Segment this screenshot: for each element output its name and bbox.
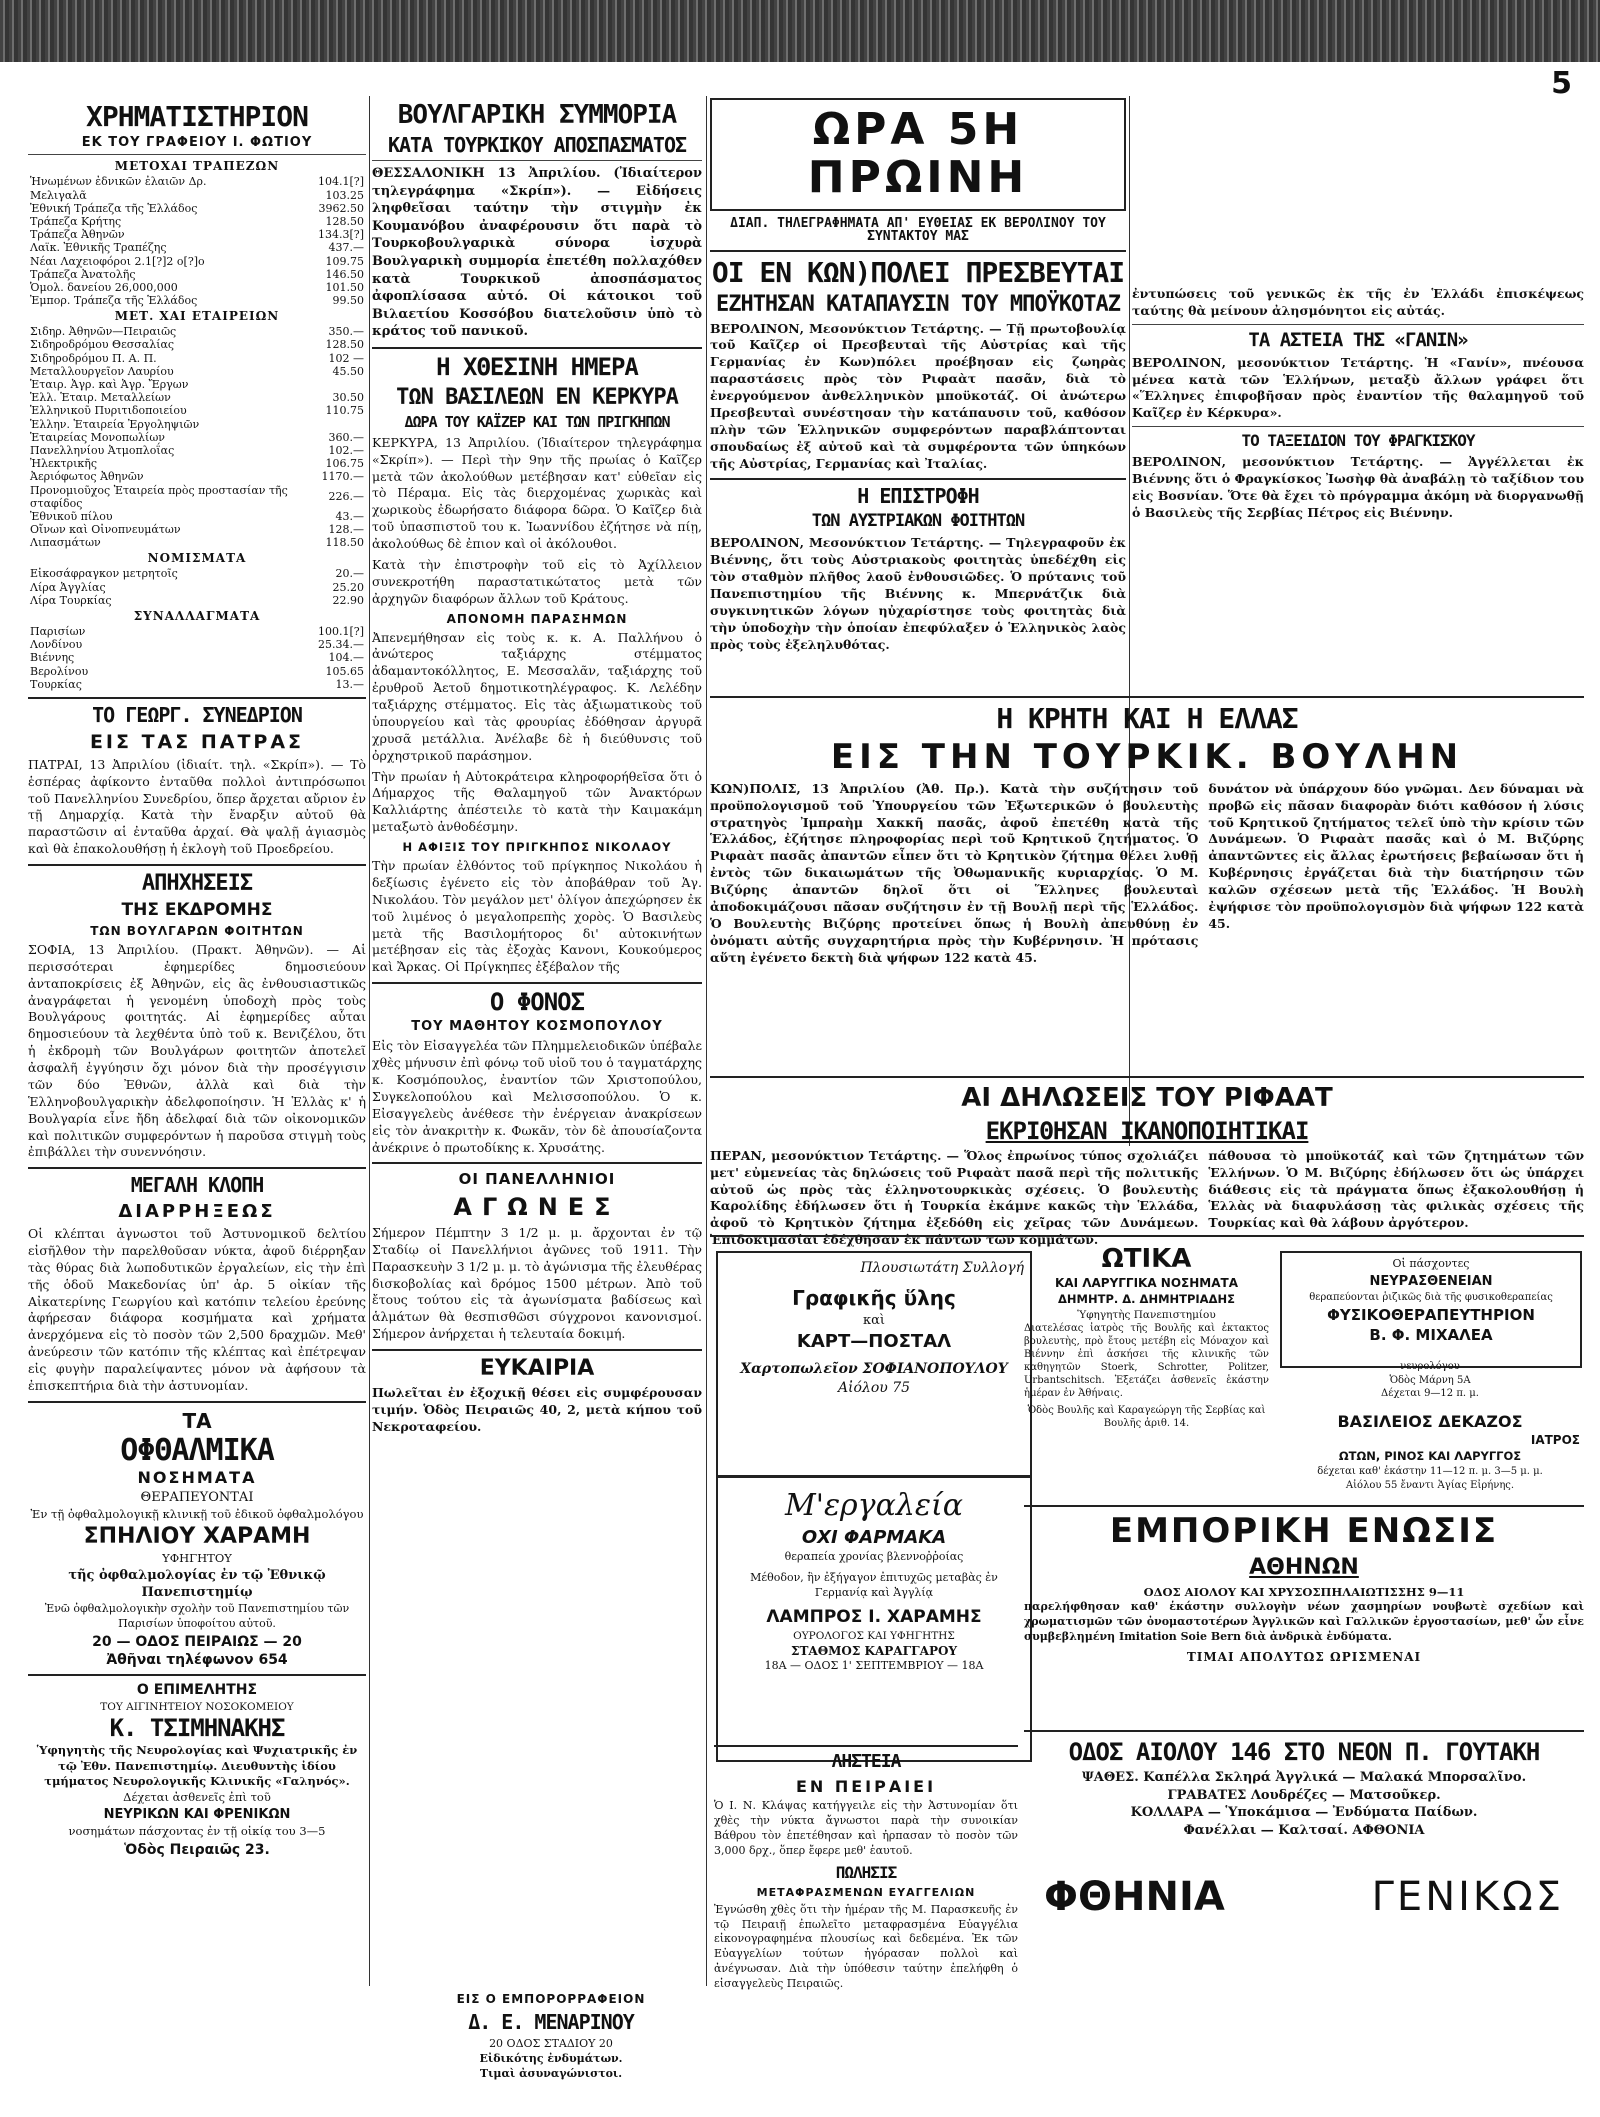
piraeus-theft-article: Ὁ Ι. Ν. Κλάψας κατήγγειλε εἰς τὴν Ἀστυνομίαν ὅτι χθὲς τὴν νύκτα ἄγνωστοι παρὰ τὴν συνοικίαν Βάθρου τὸν ἐπετέθησαν καὶ ἠρπασαν τὸ ποσὸν τῶν 3,000 δρχ., ὅπερ ἔφερε μεθ' ἑαυτοῦ. bbox=[714, 1799, 1018, 1858]
ad-line: δέχεται καθ' ἑκάστην 11—12 π. μ. 3—5 μ. μ. bbox=[1317, 1466, 1543, 1477]
divider bbox=[710, 1076, 1584, 1078]
congress-title: ΤΟ ΓΕΩΡΓ. ΣΥΝΕΔΡΙΟΝ bbox=[92, 702, 302, 727]
row-value: 134.3[?] bbox=[318, 228, 364, 242]
prince-arrival-article: Τὴν πρωίαν ἐλθόντος τοῦ πρίγκηπος Νικολάου ἡ δεξίωσις ἐγένετο εἰς τὸν ἀποβάθραν τοῦ Ἁγ. Νικολάου. Τὸν μεγάλον μετ' ὀλίγον ἀπεχώρησεν ἐκ τοῦ λιμένος ὁ μεγαλοπρεπὴς χορὸς. Ὁ Βασιλεὺς μετὰ τῆς Βασιλομήτορος δι' αὐτοκινήτων μετέβησαν εἰς τὰς ἐξοχὰς Κανονι, Κουκούμερος καὶ Ἄρκας. Οἱ Πρίγκηπες ἐξέβαλον τῆς bbox=[372, 858, 702, 975]
ad-address: Αἰόλου 55 ἔναντι Ἁγίας Εἰρήνης. bbox=[1345, 1479, 1515, 1491]
sales-subtitle: ΜΕΤΑΦΡΑΣΜΕΝΩΝ ΕΥΑΓΓΕΛΙΩΝ bbox=[756, 1885, 976, 1899]
ad-subtitle: ΚΑΡΤ—ΠΟΣΤΑΛ bbox=[796, 1331, 952, 1353]
rifaat-subtitle: ΕΚΡΙΘΗΣΑΝ ΙΚΑΝΟΠΟΙΗΤΙΚΑΙ bbox=[985, 1116, 1309, 1145]
ad-name: ΔΗΜΗΤΡ. Δ. ΔΗΜΗΤΡΙΑΔΗΣ bbox=[1058, 1291, 1235, 1306]
row-value: 146.50 bbox=[325, 267, 364, 281]
bulgarian-band-article: ΘΕΣΣΑΛΟΝΙΚΗ 13 Ἀπριλίου. (Ἰδιαίτερον τηλεγράφημα «Σκρίπ»). — Εἰδήσεις ληφθεῖσαι ταύτην τὴν στιγμὴν ἐκ Κουμανόβου ἀναφέρουσιν ὅτι παρὰ τὸ Τουρκοβουλγαρικὰ σύνορα ἰσχυρὰ Βουλγαρικὴ συμμορία ἐπετέθη πολλαχόθεν κατὰ Τουρκικοῦ ἀποσπάσματος ἀφοπλίσασα αὐτό. Οἱ κάτοικοι τοῦ Βιλαετίου Κοσσόβου διατελοῦσιν ὑπὸ τὸ κράτος τοῦ πανικοῦ. bbox=[372, 166, 702, 340]
ad-title: ΟΦΘΑΛΜΙΚΑ bbox=[120, 1432, 274, 1468]
ad-address: 20 ΟΔΟΣ ΣΤΑΔΙΟΥ 20 bbox=[489, 2037, 613, 2050]
bulgarian-band-subtitle: ΚΑΤΑ ΤΟΥΡΚΙΚΟΥ ΑΠΟΣΠΑΣΜΑΤΟΣ bbox=[387, 133, 687, 158]
row-name: Σιδηροδρόμου Θεσσαλίας bbox=[30, 338, 175, 352]
row-value: 22.90 bbox=[332, 593, 364, 607]
ad-line: Ἐνῶ ὀφθαλμολογικὴν σχολὴν τοῦ Πανεπιστημίου τῶν Παρισίων ὑποφοίτου αὐτοῦ. bbox=[44, 1601, 350, 1630]
ad-subtitle: ΚΑΙ ΛΑΡΥΓΓΙΚΑ ΝΟΣΗΜΑΤΑ bbox=[1055, 1275, 1238, 1290]
row-value: 226.— bbox=[328, 490, 364, 504]
row-name: Ἡνωμένων ἐδνικῶν ἐλαιῶν Δρ. bbox=[30, 175, 207, 189]
stationery-ad bbox=[716, 1251, 1032, 1477]
ad-hours: Δέχεται 9—12 π. μ. bbox=[1381, 1388, 1479, 1399]
ambassadors-title: ΟΙ ΕΝ ΚΩΝ)ΠΟΛΕΙ ΠΡΕΣΒΕΥΤΑΙ bbox=[711, 256, 1125, 290]
ad-title: Μ'εργαλεία bbox=[784, 1488, 964, 1523]
decorations-article: Τὴν πρωίαν ἡ Αὐτοκράτειρα κληροφορήθεῖσα ὅτι ὁ Δήμαρχος τῆς Θαλαμηγοῦ τῶν Ἀνακτόρων Καλλιάρτης ἀπέστειλε τὸ κατὰ τὴν Καιμακάμη μεταξωτὸ ἀνθοδέσμην. bbox=[372, 768, 702, 835]
row-name: Λίρα Τουρκίας bbox=[30, 593, 112, 607]
ad-subtitle: ΩΤΩΝ, ΡΙΝΟΣ ΚΑΙ ΛΑΡΥΓΓΟΣ bbox=[1338, 1449, 1522, 1463]
sales-article: Ἐγνώσθη χθὲς ὅτι τὴν ἡμέραν τῆς Μ. Παρασκευῆς ἐν τῷ Πειραιῇ ἐπωλεῖτο μεταφρασμένα Εὐαγγέλια εἰκονογραφημένα πλουσίως καὶ δεδεμένα. Ἐκ τῶν Εὐαγγελίων τούτων ἠγόρασαν πολλοὶ καὶ ἀνέγνωσαν. Διὰ τὴν ὑπόθεσιν ταύτην ἐπελήφθη ὁ εἰσαγγελεὺς Πειραιῶς. bbox=[714, 1902, 1018, 1990]
table-row bbox=[28, 202, 366, 215]
doctor-ad bbox=[28, 1682, 366, 1858]
row-value: 128.50 bbox=[325, 338, 364, 352]
ad-name: Δ. Ε. ΜΕΝΑΡΙΝΟΥ bbox=[468, 2010, 634, 2034]
eye-clinic-ad bbox=[28, 1409, 366, 1668]
echoes-article: ΣΟΦΙΑ, 13 Ἀπριλίου. (Πρακτ. Ἀθηνῶν). — Αἱ περισσότεραι ἐφημερίδες δημοσιεύουν ἀνταποκρίσεις ἐξ Ἀθηνῶν, εἰς ἃς ἐνθουσιαστικῶς ἀναγράφεται ἡ γενομένη ὑποδοχὴ πρὸς τοὺς Βουλγάρους φοιτητάς. Αἱ ἐφημερίδες αὗται δημοσιεύουν τὰ λεχθέντα ὑπὸ τοῦ κ. Βενιζέλου, ὅτι ἡ ἐκδρομὴ τῶν Βουλγάρων φοιτητῶν ἀποτελεῖ ἀσφαλῆ ἐγγύησιν ὄχι μόνον διὰ τὴν προσέγγισιν τῶν δύο Ἐθνῶν, ἀλλὰ καὶ διὰ τὴν Ἑλληνοβουλγαρικὴν ἀδελφοποίησιν. Ἡ Ἑλλὰς κ' ἡ Βουλγαρία εἶνε ἤδη ἀδελφαί διὰ τῶν οἰκονομικῶν καὶ πολιτικῶν συμφερόντων ἡ παροῦσα στιγμὴ τοὺς ἐπιβάλλει τὴν συνεννόησιν. bbox=[28, 941, 366, 1160]
theft-subtitle: ΔΙΑΡΡΗΞΕΩΣ bbox=[118, 1201, 276, 1223]
row-value: 110.75 bbox=[325, 404, 364, 418]
ad-name: ΛΑΜΠΡΟΣ Ι. ΧΑΡΑΜΗΣ bbox=[766, 1606, 982, 1627]
crete-article-continued: δυνάτον νὰ ὑπάρχουν δύο γνῶμαι. Δεν δύναμαι νὰ προβῶ εἰς πᾶσαν διαφορὰν διότι καθόσον ἡ λύσις τοῦ Κρητικοῦ ζητήματος τελεῖ ὑπὸ τὴν κρίσιν τῶν Δυνάμεων. Ὁ Ριφαὰτ πασᾶς καὶ ὁ Μ. Βιζύρης ἀπαντῶντες εἰς ἄλλας ἐρωτήσεις βεβαίωσαν ὅτι ἡ Κυβέρνησις ἐργάζεται διὰ τὴν διατήρησιν τῶν καλῶν σχέσεων μετὰ τῆς Ἑλλάδος. Ἡ Βουλὴ ἐψήφισε τὸν προϋπολογισμὸν διὰ ψήφων 122 κατὰ 45. bbox=[1208, 780, 1584, 931]
row-value bbox=[302, 418, 366, 431]
row-name: Σιδηρ. Ἀθηνῶν—Πειραιῶς bbox=[30, 325, 177, 339]
ad-title: ΝΕΥΡΑΣΘΕΝΕΙΑΝ bbox=[1369, 1273, 1493, 1289]
table-row bbox=[28, 215, 366, 228]
companies-title: ΜΕΤ. ΧΑΙ ΕΤΑΙΡΕΙΩΝ bbox=[114, 309, 280, 324]
ad-subtitle: ΑΘΗΝΩΝ bbox=[1249, 1555, 1359, 1581]
table-row bbox=[28, 470, 366, 483]
table-row bbox=[28, 523, 366, 536]
ad-line: Χαρτοπωλεῖον ΣΟΦΙΑΝΟΠΟΥΛΟΥ bbox=[740, 1361, 1008, 1378]
coins-title: ΝΟΜΙΣΜΑΤΑ bbox=[147, 551, 247, 566]
ad-address: 20 — ΟΔΟΣ ΠΕΙΡΑΙΩΣ — 20 bbox=[92, 1633, 302, 1650]
theft-title: ΜΕΓΑΛΗ ΚΛΟΠΗ bbox=[130, 1173, 264, 1198]
ad-line: Ὑφηγητὴς Πανεπιστημίου bbox=[1077, 1308, 1216, 1321]
sales-title: ΠΩΛΗΣΙΣ bbox=[835, 1862, 897, 1882]
divider bbox=[710, 696, 1584, 698]
ad-line: θεραπεία χρονίας βλεννοῤῥοίας bbox=[784, 1550, 964, 1563]
row-value: 101.50 bbox=[325, 280, 364, 294]
table-row bbox=[28, 338, 366, 351]
fx-title: ΣΥΝΑΛΛΑΓΜΑΤΑ bbox=[133, 609, 261, 624]
footer-row bbox=[28, 1990, 1584, 2082]
echoes-title: ΑΠΗΧΗΣΕΙΣ bbox=[141, 871, 253, 897]
ad-line: θεραπεύονται ῥιζικῶς διὰ τῆς φυσικοθεραπείας bbox=[1309, 1291, 1553, 1303]
ad-line: ΟΥΡΟΛΟΓΟΣ ΚΑΙ ΥΦΗΓΗΤΗΣ bbox=[793, 1629, 955, 1642]
ad-address: Αἰόλου 75 bbox=[837, 1380, 911, 1397]
ad-address: ΟΔΟΣ ΑΙΟΛΟΥ ΚΑΙ ΧΡΥΣΟΣΠΗΛΑΙΩΤΙΣΣΗΣ 9—11 bbox=[1143, 1584, 1465, 1599]
ad-line: Δέχεται ἀσθενεῖς ἐπὶ τοῦ bbox=[123, 1789, 271, 1804]
theft-article: Οἱ κλέπται ἀγνωστοι τοῦ Ἀστυνομικοῦ δελτίου εἰσῆλθον τὴν παρελθοῦσαν νύκτα, ἀφοῦ διέρρηξαν τὰς θύρας διὰ λωποδυτικῶν ἐργαλείων, εἰς τὴν ἐπὶ τῆς ὁδοῦ Μακεδονίας ὑπ' ἀρ. 5 οἰκίαν τῆς Αἰκατερίνης Γεωργίου καὶ κατόπιν τελείου ἐρεύνης ἀφήρεσαν διάφορα κοσμήματα καὶ χρήματα ἀνερχόμενα εἰς τὸ ποσὸν τῶν 2,500 δραχμῶν. Μεθ' ἀνεύρεσιν τῶν κατόπιν τῆς κλέπτας καὶ ἐπέτρεψαν εἰς φυγὴν παραλείψαντες μόνον νὰ ἀφήσουν τὰ ἐπισκεπτήρια διὰ τὴν ἀστυνομίαν. bbox=[28, 1226, 366, 1393]
divider bbox=[1132, 426, 1584, 427]
ganin-article: ΒΕΡΟΛΙΝΟΝ, μεσονύκτιον Τετάρτης. Ἡ «Γανίν», πνέουσα μένεα κατὰ τῶν Ἑλλήνων, μεταξὺ ἄλλων γράφει ὅτι «Ἕλληνες ἐπιφοβῆσαν πρὸς ἐναντίον τῆς θαλαμηγοῦ τοῦ Καῖζερ ἐν Κέρκυρα». bbox=[1132, 354, 1584, 421]
impressions-text: ἐντυπώσεις τοῦ γενικῶς ἐκ τῆς ἐν Ἑλλάδι ἐπισκέψεως ταύτης θὰ μείνουν ἀλησμόνητοι εἰς αὐτάς. bbox=[1132, 286, 1584, 318]
row-name: Ἠλεκτρικῆς bbox=[30, 457, 98, 471]
column-rule bbox=[369, 96, 370, 1986]
row-name: Τράπεζα Κρήτης bbox=[30, 214, 122, 228]
row-value: 128.50 bbox=[325, 214, 364, 228]
row-name: Νέαι Λαχειοφόροι 2.1[?]2 ο[?]ο bbox=[30, 254, 205, 268]
row-value: 25.34.— bbox=[318, 638, 364, 652]
crete-story bbox=[710, 690, 1584, 1060]
banks-table bbox=[28, 175, 366, 307]
ad-line: ΘΕΡΑΠΕΥΟΝΤΑΙ bbox=[140, 1490, 254, 1506]
ad-title: Ο ΕΠΙΜΕΛΗΤΗΣ bbox=[136, 1681, 258, 1698]
table-row bbox=[28, 444, 366, 457]
ad-line: ΤΟΥ ΑΙΓΙΝΗΤΕΙΟΥ ΝΟΣΟΚΟΜΕΙΟΥ bbox=[100, 1700, 294, 1713]
congress-article: ΠΑΤΡΑΙ, 13 Ἀπριλίου (ἰδιαίτ. τηλ. «Σκρίπ»). — Τὸ ἑσπέρας ἀφίκοντο ἐνταῦθα πολλοὶ ἀντιπρόσωποι τοῦ Πανελληνίου Συνεδρίου, ὅπερ ἄρχεται αὔριον ἐν τῇ Δημαρχίᾳ. Κατὰ τὴν ἔναρξιν αὐτοῦ θὰ παραστῶσιν αἱ ἐνταῦθα ἀρχαί. Θὰ ψαλῇ ἁγιασμὸς καὶ θὰ ἐπακολουθήσῃ ἡ ἐκλογὴ τοῦ Προεδρείου. bbox=[28, 756, 366, 857]
table-row bbox=[28, 536, 366, 549]
ad-big-word: ΓΕΝΙΚΩΣ bbox=[1371, 1874, 1564, 1921]
column-4 bbox=[1132, 96, 1584, 546]
row-name: Πανελληνίου Ἀτμοπλοΐας bbox=[30, 443, 175, 457]
row-name: Λιπασμάτων bbox=[30, 536, 101, 550]
ad-subtitle: ΟΧΙ ΦΑΡΜΑΚΑ bbox=[801, 1527, 947, 1548]
table-row bbox=[28, 665, 366, 678]
row-value: 106.75 bbox=[325, 457, 364, 471]
ad-name: ΦΥΣΙΚΟΘΕΡΑΠΕΥΤΗΡΙΟΝ bbox=[1327, 1306, 1535, 1325]
games-article: Σήμερον Πέμπτην 3 1/2 μ. μ. ἄρχονται ἐν τῷ Σταδίῳ οἱ Πανελλήνιοι ἀγῶνες τοῦ 1911. Τὴν Παρασκευὴν 3 1/2 μ. μ. τὸ ἀγώνισμα τῆς ἐλευθέρας δισκοβολίας καὶ δρόμος 1500 μέτρων. Ἀπὸ τοῦ ἔτους τούτου εἰς τὰ ἀγωνίσματα βαδίσεως καὶ ἁλμάτων θὰ θεσπισθῶσι σύγχρονοι κανονισμοί. Σήμερον ἀνήρχεται ἡ τελευταία δοκιμή. bbox=[372, 1224, 702, 1342]
table-row bbox=[28, 175, 366, 188]
rifaat-columns bbox=[710, 1148, 1584, 1253]
students-title: Η ΕΠΙΣΤΡΟΦΗ bbox=[857, 484, 979, 509]
row-value: 109.75 bbox=[325, 254, 364, 268]
rifaat-title: ΑΙ ΔΗΛΩΣΕΙΣ ΤΟΥ ΡΙΦΑΑΤ bbox=[961, 1083, 1333, 1113]
ad-line: Τιμαὶ ἀσυναγώνιστοι. bbox=[479, 2066, 623, 2080]
row-value: 350.— bbox=[328, 325, 364, 339]
table-row bbox=[28, 484, 366, 510]
column-rule bbox=[706, 96, 707, 1986]
franz-article: ΒΕΡΟΛΙΝΟΝ, μεσονύκτιον Τετάρτης. — Ἀγγέλλεται ἐκ Βιέννης ὅτι ὁ Φραγκίσκος Ἰωσὴφ θὰ ἀναβάλῃ τὸ ταξίδιον του εἰς Βοσνίαν. Ὅτε θὰ ἔχει τὸ πρόγραμμα ἀκόμη νὰ διοργανωθῇ ὁ Βασιλεὺς τῆς Σερβίας Πέτρος εἰς Βιέννην. bbox=[1132, 453, 1584, 520]
table-row bbox=[28, 678, 366, 691]
divider bbox=[710, 1235, 1584, 1237]
divider bbox=[372, 347, 702, 349]
row-name: Ἐμπορ. Τράπεζα τῆς Ἑλλάδος bbox=[30, 294, 198, 308]
bulgarian-band-title: ΒΟΥΛΓΑΡΙΚΗ ΣΥΜΜΟΡΙΑ bbox=[397, 100, 677, 130]
row-name: Σιδηροδρόμου Π. Α. Π. bbox=[30, 351, 157, 365]
ad-line: ΓΡΑΒΑΤΕΣ Λουδρέζες — Ματσοῦκερ. bbox=[1167, 1787, 1441, 1803]
row-name: Οἴνων καὶ Οἰνοπνευμάτων bbox=[30, 523, 181, 537]
ad-name: ΒΑΣΙΛΕΙΟΣ ΔΕΚΑΖΟΣ bbox=[1337, 1412, 1523, 1431]
row-value: 437.— bbox=[328, 241, 364, 255]
row-name: Λίρα Ἀγγλίας bbox=[30, 580, 106, 594]
corfu-subtitle-2: ΔΩΡΑ ΤΟΥ ΚΑΪΖΕΡ ΚΑΙ ΤΩΝ ΠΡΙΓΚΗΠΩΝ bbox=[404, 413, 670, 432]
opportunity-article: Πωλεῖται ἐν ἐξοχικῇ θέσει εἰς συμφέρουσαν τιμήν. Ὁδὸς Πειραιῶς 40, 2, μετὰ κήπου τοῦ Νεκροταφείου. bbox=[372, 1385, 702, 1434]
divider bbox=[28, 1674, 366, 1676]
ad-title: ΟΔΟΣ ΑΙΟΛΟΥ 146 ΣΤΟ ΝΕΟΝ Π. ΓΟΥΤΑΚΗ bbox=[1068, 1738, 1540, 1766]
divider bbox=[28, 1167, 366, 1169]
row-name: Λαϊκ. Ἐθνικῆς Τραπέζης bbox=[30, 241, 167, 255]
ad-big-word: ΦΘΗΝΙΑ bbox=[1044, 1874, 1225, 1921]
ad-title: ΙΑΤΡΟΣ bbox=[1530, 1433, 1580, 1447]
corfu-article: Κατὰ τὴν ἐπιστροφὴν τοῦ εἰς τὸ Ἀχίλλειον συνεκροτήθη παραστατικώτατος μετὰ τῶν ἀρχηγῶν διαφόρων ἄλλων τοῦ Κράτους. bbox=[372, 556, 702, 606]
students-subtitle: ΤΩΝ ΑΥΣΤΡΙΑΚΩΝ ΦΟΙΤΗΤΩΝ bbox=[811, 511, 1025, 532]
table-row bbox=[28, 404, 366, 417]
ad-line: Φανέλλαι — Καλτσαί. ΑΦΘΟΝΙΑ bbox=[1183, 1822, 1425, 1838]
rifaat-article: ΠΕΡΑΝ, μεσονύκτιον Τετάρτης. — Ὅλος ἐπρωίνος τύπος σχολιάζει μετ' εὐμενείας τὰς δηλώσεις τοῦ Ριφαὰτ πασᾶ περὶ τῆς πολιτικῆς αὐτοῦ ὡς πρὸς τὰς ἑλληνοτουρκικὰς σχέσεις. Ὁ βουλευτὴς Καρολίδης ἐδήλωσεν ὅτι ἡ Τουρκία ἐκάμνε κακῶς τὴν Ἑλλάδα, ἀφοῦ τὸ Κρητικὸν ζήτημα ἐξεδόθη εἰς χεῖρας τῶν Δυνάμεων. Ἐπιδοκιμασίαι ἐδέχθησαν ἐκ πάντων τῶν κομμάτων. bbox=[710, 1147, 1199, 1248]
banner-subtitle: ΔΙΑΠ. ΤΗΛΕΓΡΑΦΗΜΑΤΑ ΑΠ' ΕΥΘΕΙΑΣ ΕΚ ΒΕΡΟΛΙΝΟΥ ΤΟΥ ΣΥΝΤΑΚΤΟΥ ΜΑΣ bbox=[730, 215, 1106, 245]
ent-ad bbox=[1024, 1245, 1269, 1430]
games-subtitle: ΑΓΩΝΕΣ bbox=[453, 1193, 621, 1222]
ad-line: ΥΦΗΓΗΤΟΥ bbox=[162, 1551, 232, 1566]
table-row bbox=[28, 391, 366, 404]
row-value: 13.— bbox=[335, 677, 364, 691]
row-name: Λονδίνου bbox=[30, 638, 83, 652]
banner-box bbox=[710, 98, 1126, 211]
ad-line: Διατελέσας ἰατρὸς τῆς Βουλῆς καὶ ἐκτακτος βουλευτὴς, πρὸ ἔτους μετέβη εἰς Μόναχον καὶ Βιέννην ἐπὶ ἀσκήσει τῆς κλινικῆς τῶν καθηγητῶν Stoerk, Schrotter, Politzer, Urbantschitsch. Ἐξετάζει ἀσθενεῖς ἑκάστην ἡμέραν ἐν Ἀθήναις. bbox=[1024, 1322, 1269, 1399]
row-value: 103.25 bbox=[325, 188, 364, 202]
crete-article: ΚΩΝ)ΠΟΛΙΣ, 13 Ἀπριλίου (Ἀθ. Πρ.). Κατὰ τὴν συζήτησιν τοῦ προϋπολογισμοῦ τοῦ Ὑπουργείου τῶν Ἐξωτερικῶν ὁ βουλευτὴς στρατηγὸς Ἰμπραὴμ Χακκῆ πασᾶς, ἀφοῦ ἐπετέθη κατὰ τῆς Ἑλλάδος, ἐζήτησε πληροφορίας περὶ τοῦ Κρητικοῦ ζητήματος. Ὁ Ριφαὰτ πασᾶς ἀπαντῶν εἶπεν ὅτι τὸ Κρητικὸν ζήτημα θέλει λυθῇ ἐντὸς τῶν δικαιωμάτων τῆς Ὀθωμανικῆς κυριαρχίας. Ὁ Μ. Βιζύρης ἀπαντῶν δηλοῖ ὅτι οἱ Ἕλληνες βουλευταὶ ἀποδοκιμάζουσι πᾶσαν συζήτησιν ἐν τῇ Βουλῇ περὶ τῆς Ἑλλάδος. Ὁ Βουλευτὴς Βιζύρης προτείνει ὅπως ἡ Βουλὴ ἀπευθύνῃ ἐν ὀνόματι αὐτῆς συγχαρητήρια πρὸς τὴν Κυβέρνησιν. Ἡ πρότασις αὕτη ἐγένετο δεκτὴ διὰ ψήφων 122 κατὰ 45. bbox=[710, 780, 1199, 965]
banner-spacer bbox=[1132, 96, 1584, 286]
ambassadors-article: ΒΕΡΟΛΙΝΟΝ, Μεσονύκτιον Τετάρτης. — Τῇ πρωτοβουλίᾳ τοῦ Καῖζερ οἱ Πρεσβευταὶ τῆς Αὐστρίας καὶ τῆς Γερμανίας ἐν Κων)πόλει προέβησαν εἰς ζωηρὰς παραστάσεις πρὸς τὸν Ριφαὰτ πασᾶν, διὰ τὸ ἐνεργούμενον ἀνθελληνικὸν μποϋκοτάζ. Οἱ ἀνώτερω Πρεσβευταὶ συνέστησαν τὴν κατάπαυσιν τοῦ, καθόσον πλὴν τῶν Ἑλληνικῶν συμφερόντων παραβλάπτονται σπουδαίως ἐξ αὐτοῦ καὶ τὰ συμφέροντα τῶν ὑπηκόων τῆς Αὐστρίας, Γερμανίας καὶ Ἰταλίας. bbox=[710, 320, 1126, 471]
decorations-article: Ἀπενεμήθησαν εἰς τοὺς κ. κ. Α. Παλλήνου ὁ ἀνώτερος ταξιάρχης στέμματος ἀδαμαντοκόλλητος, Ε. Μεσσαλᾶν, ταξιάρχης τοῦ ἐρυθροῦ Ἀετοῦ δημοτικοτηλέγραφος. Κ. Λελέδην ταξιάρχης στέμματος. Εἰς τὰς ἀξιωματικοὺς τοῦ ὑπουργείου καὶ τὰς φρουρίας ἐδόθησαν ἀργυρᾶ χρυσᾶ μετάλλια. Ἀνέλαβε δὲ ἡ διεύθυνσις τοῦ ὀρχηστρικοῦ παράσημον. bbox=[372, 629, 702, 763]
ad-address: Ὁδὸς Βουλῆς καὶ Καραγεώργη τῆς Σερβίας καὶ Βουλῆς ἀριθ. 14. bbox=[1027, 1404, 1266, 1430]
ad-line: Εἰδικότης ἐνδυμάτων. bbox=[479, 2051, 623, 2065]
row-value: 30.50 bbox=[332, 391, 364, 405]
row-name: Μελιγαλᾶ bbox=[30, 188, 87, 202]
footer-area bbox=[28, 1990, 1584, 2090]
divider bbox=[28, 154, 366, 155]
row-name: Εἰκοσάφραγκον μετρητοῖς bbox=[30, 567, 178, 581]
neurasthenia-ad-details bbox=[1280, 1360, 1580, 1405]
echoes-subtitle-2: ΤΩΝ ΒΟΥΛΓΑΡΩΝ ΦΟΙΤΗΤΩΝ bbox=[90, 923, 304, 938]
ad-line: καὶ bbox=[862, 1312, 885, 1328]
row-value: 20.— bbox=[335, 567, 364, 581]
murder-title: Ο ΦΟΝΟΣ bbox=[489, 988, 585, 1017]
ganin-title: ΤΑ ΑΣΤΕΙΑ ΤΗΣ «ΓΑΝΙΝ» bbox=[1248, 328, 1468, 351]
franz-title: ΤΟ ΤΑΞΕΙΔΙΟΝ ΤΟΥ ΦΡΑΓΚΙΣΚΟΥ bbox=[1241, 431, 1475, 451]
fx-table bbox=[28, 625, 366, 691]
divider bbox=[372, 160, 702, 161]
bourse-subtitle: ΕΚ ΤΟΥ ΓΡΑΦΕΙΟΥ Ι. ΦΩΤΙΟΥ bbox=[81, 135, 313, 151]
ad-name-2: Β. Φ. ΜΙΧΑΛΕΑ bbox=[1369, 1326, 1493, 1345]
table-row bbox=[28, 294, 366, 307]
row-name: Ὁμολ. δανείου 26,000,000 bbox=[30, 280, 178, 294]
ad-line: Πλουσιωτάτη Συλλογή bbox=[860, 1260, 1024, 1276]
row-name: Ἐθνική Τράπεζα τῆς Ἑλλάδος bbox=[30, 201, 198, 215]
ad-title: ΩΤΙΚΑ bbox=[1101, 1244, 1192, 1274]
divider bbox=[28, 864, 366, 866]
ad-line: ΨΑΘΕΣ. Καπέλλα Σκληρά Ἀγγλικά — Μαλακά Μπορσαλῖνο. bbox=[1081, 1770, 1527, 1786]
row-value: 43.— bbox=[335, 509, 364, 523]
row-value: 102.— bbox=[328, 443, 364, 457]
goutakis-ad bbox=[1024, 1730, 1584, 1992]
ad-line: ΝΕΥΡΙΚΩΝ ΚΑΙ ΦΡΕΝΙΚΩΝ bbox=[103, 1807, 291, 1823]
table-row bbox=[28, 281, 366, 294]
ad-name: ΣΠΗΛΙΟΥ ΧΑΡΑΜΗ bbox=[83, 1524, 311, 1550]
row-name: Τράπεζα Ἀνατολῆς bbox=[30, 267, 136, 281]
prince-arrival-heading: Η ΑΦΙΞΙΣ ΤΟΥ ΠΡΙΓΚΗΠΟΣ ΝΙΚΟΛΑΟΥ bbox=[402, 840, 672, 855]
divider bbox=[372, 1349, 702, 1351]
rifaat-article-continued: πάθουσα τὸ μποϋκοτάζ καὶ τῶν ζητημάτων τῶν Ἑλλήνων. Ὁ Μ. Βιζύρης ἐδήλωσεν ὅτι ὡς ὑπάρχει διάθεσις εἰς τὰ πράγματα ὅπως ἐξακολουθήσῃ ἡ Ἑλλὰς νὰ διαφυλάσσῃ τὰς φιλικὰς σχέσεις τῆς Τουρκίας καὶ θὰ λάβουν ἀργότερον. bbox=[1208, 1147, 1584, 1231]
banner-title: ΩΡΑ 5Η ΠΡΩΙΝΗ bbox=[807, 104, 1029, 204]
table-row bbox=[28, 457, 366, 470]
table-row bbox=[28, 255, 366, 268]
row-value: 102 — bbox=[328, 351, 364, 365]
crete-columns bbox=[710, 781, 1584, 971]
table-row bbox=[28, 365, 366, 378]
row-value: 118.50 bbox=[325, 536, 364, 550]
row-name: Ἑλληνικοῦ Πυριτιδοποιείου bbox=[30, 404, 187, 418]
table-row bbox=[28, 651, 366, 664]
table-row bbox=[28, 228, 366, 241]
ad-address: Ὁδὸς Μάρνη 5Α bbox=[1389, 1374, 1471, 1386]
echoes-subtitle: ΤΗΣ ΕΚΔΡΟΜΗΣ bbox=[121, 900, 273, 921]
row-name: Ἑλλ. Ἑταιρ. Μεταλλείων bbox=[30, 391, 171, 405]
table-row bbox=[28, 241, 366, 254]
ambassadors-subtitle: ΕΖΗΤΗΣΑΝ ΚΑΤΑΠΑΥΣΙΝ ΤΟΥ ΜΠΟΫΚΟΤΑΖ bbox=[715, 292, 1121, 318]
row-name: Τουρκίας bbox=[30, 677, 82, 691]
ad-name: Κ. ΤΣΙΜΗΝΑΚΗΣ bbox=[109, 1713, 285, 1742]
ad-line: ΤΙΜΑΙ ΑΠΟΛΥΤΩΣ ΩΡΙΣΜΕΝΑΙ bbox=[1186, 1649, 1422, 1664]
table-row bbox=[28, 325, 366, 338]
table-row bbox=[28, 594, 366, 607]
row-name: Ἑλλην. Ἑταιρεία Ἐργοληψιῶν bbox=[30, 417, 200, 431]
divider bbox=[710, 478, 1126, 480]
opportunity-title: ΕΥΚΑΙΡΙΑ bbox=[479, 1356, 595, 1381]
row-value: 45.50 bbox=[332, 364, 364, 378]
neurasthenia-ad bbox=[1280, 1251, 1582, 1368]
row-value: 104.— bbox=[328, 651, 364, 665]
coins-table bbox=[28, 567, 366, 607]
table-row bbox=[28, 625, 366, 638]
crete-subtitle: ΕΙΣ ΤΗΝ ΤΟΥΡΚΙΚ. ΒΟΥΛΗΝ bbox=[830, 737, 1464, 778]
row-value bbox=[302, 378, 366, 391]
row-value: 128.— bbox=[328, 523, 364, 537]
ad-title: ΕΙΣ Ο ΕΜΠΟΡΟΡΡΑΦΕΙΟΝ bbox=[456, 1992, 646, 2006]
trade-ad bbox=[386, 1990, 716, 2082]
divider bbox=[28, 697, 366, 699]
column-2 bbox=[372, 96, 702, 1986]
row-name: Βερολίνου bbox=[30, 664, 89, 678]
page-number: 5 bbox=[1551, 66, 1572, 101]
row-name: Ἑταιρείας Μονοπωλίων bbox=[30, 430, 165, 444]
games-title: ΟΙ ΠΑΝΕΛΛΗΝΙΟΙ bbox=[458, 1170, 616, 1189]
row-name: Ἑταιρ. Ἀγρ. καὶ Ἀγρ. Ἔργων bbox=[30, 378, 189, 392]
bourse-title: ΧΡΗΜΑΤΙΣΤΗΡΙΟΝ bbox=[85, 100, 308, 133]
divider bbox=[28, 1401, 366, 1403]
table-row bbox=[28, 581, 366, 594]
ad-line: Μέθοδον, ἣν ἐξήγαγον ἐπιτυχῶς μεταβὰς ἐν Γερμανίᾳ καὶ Ἀγγλίᾳ bbox=[750, 1570, 998, 1599]
ad-subtitle: ΝΟΣΗΜΑΤΑ bbox=[137, 1468, 257, 1488]
table-row bbox=[28, 431, 366, 444]
piraeus-stories bbox=[714, 1745, 1018, 1990]
row-name: Ἐθνικοῦ πίλου bbox=[30, 509, 113, 523]
ad-address: Ὁδὸς Πειραιῶς 23. bbox=[124, 1841, 270, 1858]
table-row bbox=[28, 418, 366, 431]
row-value: 99.50 bbox=[332, 294, 364, 308]
ad-line: ΤΑ bbox=[182, 1408, 212, 1433]
decorations-heading: ΑΠΟΝΟΜΗ ΠΑΡΑΣΗΜΩΝ bbox=[446, 611, 628, 626]
ad-line: ΚΟΛΛΑΡΑ — Ὑποκάμισα — Ἐνδύματα Παίδων. bbox=[1130, 1805, 1478, 1821]
divider bbox=[372, 1162, 702, 1164]
row-name: Μεταλλουργεῖον Λαυρίου bbox=[30, 364, 174, 378]
corfu-subtitle: ΤΩΝ ΒΑΣΙΛΕΩΝ ΕΝ ΚΕΡΚΥΡΑ bbox=[396, 384, 678, 410]
row-value: 100.1[?] bbox=[318, 625, 364, 639]
table-row bbox=[28, 352, 366, 365]
ad-line: ΣΤΑΘΜΟΣ ΚΑΡΑΓΓΑΡΟΥ bbox=[790, 1643, 958, 1658]
rifaat-story bbox=[710, 1070, 1584, 1248]
corfu-title: Η ΧΘΕΣΙΝΗ ΗΜΕΡΑ bbox=[436, 352, 638, 381]
table-row bbox=[28, 510, 366, 523]
row-value: 3962.50 bbox=[318, 201, 364, 215]
table-row bbox=[28, 567, 366, 580]
row-name: Προνομιοῦχος Ἑταιρεία πρὸς προστασίαν τῆς σταφίδος bbox=[30, 483, 288, 510]
tools-ad bbox=[716, 1476, 1032, 1762]
ad-line: παρελήφθησαν καθ' ἑκάστην συλλογὴν νέων χασμηρίων νουβωτὲ σχεδίων καὶ χρωματισμῶν τῶν ὀνομαστοτέρων Ἀγγλικῶν καὶ Γαλλικῶν ἐργοστασίων, μεθ' ὧν εἶνε συμβεβλημένη Imitation Soie Bern διὰ ἀνδρικὰ ἐνδύματα. bbox=[1024, 1600, 1584, 1643]
row-name: Ἀεριόφωτος Ἀθηνῶν bbox=[30, 470, 144, 484]
row-value: 104.1[?] bbox=[318, 175, 364, 189]
ad-line: Ὑφηγητὴς τῆς Νευρολογίας καὶ Ψυχιατρικῆς ἐν τῷ Ἐθν. Πανεπιστημίῳ. Διευθυντὴς ἰδίου τμήματος Νευρολογικῆς Κλινικῆς «Γαληνός». bbox=[36, 1743, 358, 1789]
row-value: 105.65 bbox=[325, 664, 364, 678]
masthead-band bbox=[0, 0, 1600, 62]
row-value: 1170.— bbox=[321, 470, 364, 484]
row-value: 25.20 bbox=[332, 580, 364, 594]
murder-article: Εἰς τὸν Εἰσαγγελέα τῶν Πλημμελειοδικῶν ὑπέβαλε χθὲς μήνυσιν ἐπὶ φόνῳ τοῦ υἱοῦ του ὁ ταγματάρχης κ. Κοσμόπουλος, ἐναντίον τῶν Χριστοπούλου, Συγκελοπούλου καὶ Μελισσοπούλου. Ὁ κ. Εἰσαγγελεὺς ἀνέθεσε τὴν ἐνέργειαν ἀνακρίσεων εἰς τὸν ἀνακριτὴν κ. Φωκᾶν, τὸν δὲ ἀπουσίαζοντα ἀνέκρινε ὁ πρωτοδίκης κ. Χρυσάτης. bbox=[372, 1038, 702, 1155]
ad-line: Οἱ πάσχοντες bbox=[1392, 1257, 1470, 1270]
corfu-article: ΚΕΡΚΥΡΑ, 13 Ἀπριλίου. (Ἰδιαίτερον τηλεγράφημα «Σκρίπ»). — Περὶ τὴν 9ην τῆς πρωίας ὁ Καῖζερ μετὰ τῶν ἀκολούθων μετέβησαν κατ' εὐθεῖαν εἰς τὸ Πέραμα. Εἰς τὰς διερχομένας χωρικὰς καὶ χωρικοὺς ἐδωρήσατο διάφορα δῶρα. Ὁ Καῖζερ διὰ τοῦ ὑπασπιστοῦ του κ. Ἰωαννίδου ἐζήτησε νὰ πίῃ, ἀκολούθως δὲ ἐπιον καὶ οἱ ἀκόλουθοι. bbox=[372, 434, 702, 552]
ad-phone: Ἀθῆναι τηλέφωνον 654 bbox=[106, 1651, 288, 1668]
table-row bbox=[28, 638, 366, 651]
murder-subtitle: ΤΟΥ ΜΑΘΗΤΟΥ ΚΟΣΜΟΠΟΥΛΟΥ bbox=[411, 1019, 663, 1035]
piraeus-theft-title: ΛΗΣΤΕΙΑ bbox=[831, 1751, 901, 1772]
ad-line: Ἐν τῇ ὀφθαλμολογικῇ κλινικῇ τοῦ ἐδικοῦ ὀφθαλμολόγου bbox=[30, 1506, 364, 1521]
congress-subtitle: ΕΙΣ ΤΑΣ ΠΑΤΡΑΣ bbox=[89, 730, 305, 753]
row-name: Βιέννης bbox=[30, 651, 75, 665]
ad-line: νοσημάτων πάσχοντας ἐν τῇ οἰκίᾳ του 3—5 bbox=[68, 1824, 326, 1839]
crete-title: Η ΚΡΗΤΗ ΚΑΙ Η ΕΛΛΑΣ bbox=[996, 702, 1298, 735]
ad-address: 18Α — ΟΔΟΣ 1' ΣΕΠΤΕΜΒΡΙΟΥ — 18Α bbox=[764, 1658, 984, 1672]
table-row bbox=[28, 268, 366, 281]
piraeus-theft-subtitle: ΕΝ ΠΕΙΡΑΙΕΙ bbox=[795, 1776, 937, 1796]
table-row bbox=[28, 189, 366, 202]
banks-title: ΜΕΤΟΧΑΙ ΤΡΑΠΕΖΩΝ bbox=[114, 159, 280, 174]
divider bbox=[372, 982, 702, 984]
row-value: 360.— bbox=[328, 430, 364, 444]
commercial-union-ad bbox=[1024, 1505, 1584, 1717]
divider bbox=[1132, 324, 1584, 325]
table-row bbox=[28, 378, 366, 391]
column-1 bbox=[28, 96, 366, 1986]
ad-title: Γραφικῆς ὕλης bbox=[792, 1285, 956, 1310]
ad-title: ΕΜΠΟΡΙΚΗ ΕΝΩΣΙΣ bbox=[1109, 1511, 1499, 1551]
ad-line: τῆς ὀφθαλμολογίας ἐν τῷ Ἐθνικῷ Πανεπιστημίῳ bbox=[68, 1567, 326, 1601]
students-article: ΒΕΡΟΛΙΝΟΝ, Μεσονύκτιον Τετάρτης. — Τηλεγραφοῦν ἐκ Βιέννης, ὅτι τοὺς Αὐστριακοὺς φοιτητὰς ὑπεδέχθη εἰς τὸν σταθμὸν πλῆθος λαοῦ ἐνθουσιῶδες. Ὁ πρύτανις τοῦ Πανεπιστημίου τῆς Βιέννης κ. Μπερνάτζικ διὰ συγκινητικῶν λόγων ηὐχαρίστησε τοὺς φοιτητὰς διὰ τὴν ὑποδοχὴν τὴν ὁποίαν ἐπεφύλαξεν ὁ Ἑλληνικὸς λαὸς πρὸς τοὺς ἐξεληλυθότας. bbox=[710, 535, 1126, 652]
row-name: Παρισίων bbox=[30, 625, 86, 639]
row-name: Τράπεζα Ἀθηνῶν bbox=[30, 228, 125, 242]
ad-big-words bbox=[1024, 1845, 1584, 1919]
dekazos-ad bbox=[1280, 1410, 1580, 1490]
divider bbox=[710, 250, 1126, 252]
companies-table bbox=[28, 325, 366, 549]
ad-line: νευρολόγου bbox=[1400, 1361, 1460, 1372]
